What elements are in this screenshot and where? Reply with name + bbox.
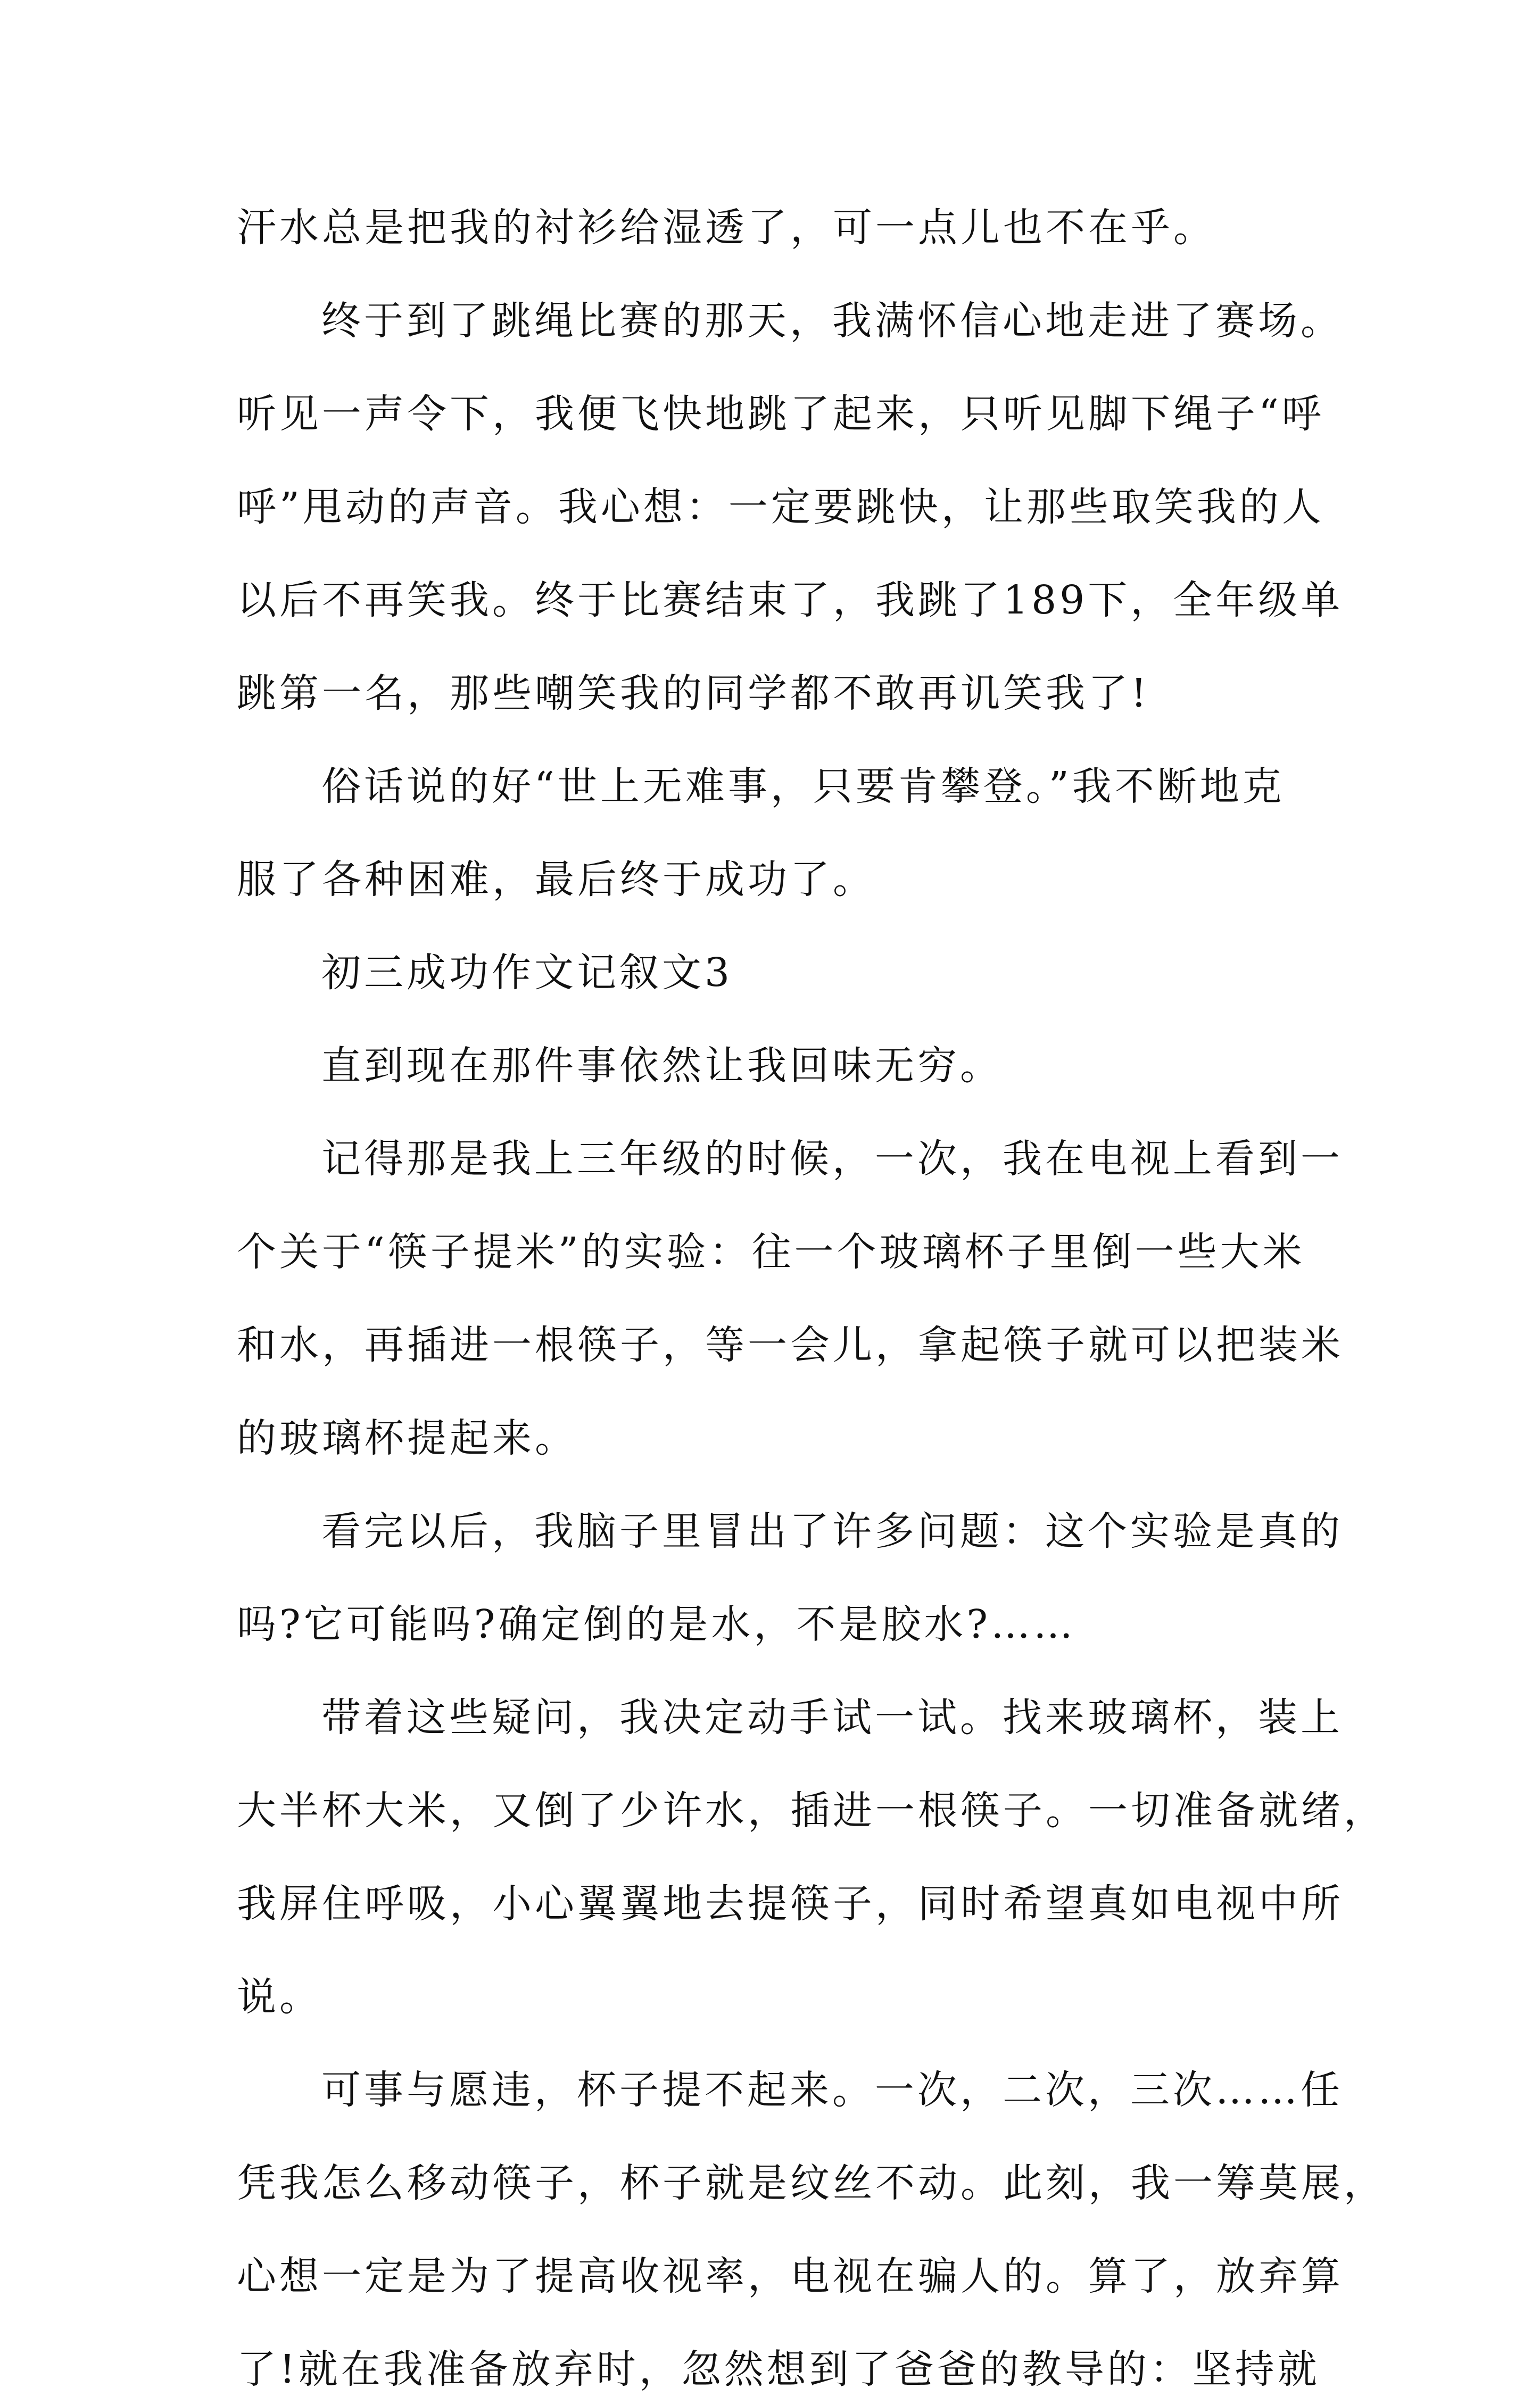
text-line: 的玻璃杯提起来。: [237, 1415, 577, 1461]
section-heading: 初三成功作文记叙文3: [321, 950, 733, 996]
text-line: 直到现在那件事依然让我回味无穷。: [321, 1043, 1003, 1089]
text-line: 俗话说的好“世上无难事，只要肯攀登。”我不断地克: [321, 764, 1285, 809]
text-line: 吗?它可能吗?确定倒的是水，不是胶水?……: [237, 1602, 1077, 1647]
text-line: 跳第一名，那些嘲笑我的同学都不敢再讥笑我了!: [237, 670, 1150, 716]
text-line: 了!就在我准备放弃时，忽然想到了爸爸的教导的：坚持就: [237, 2347, 1320, 2392]
text-line: 凭我怎么移动筷子，杯子就是纹丝不动。此刻，我一筹莫展，: [237, 2160, 1386, 2206]
text-line: 说。: [237, 1974, 322, 2020]
text-line: 个关于“筷子提米”的实验：往一个玻璃杯子里倒一些大米: [237, 1229, 1305, 1275]
text-line: 呼”甩动的声音。我心想：一定要跳快，让那些取笑我的人: [237, 484, 1324, 530]
text-line: 和水，再插进一根筷子，等一会儿，拿起筷子就可以把装米: [237, 1322, 1344, 1368]
text-line: 终于到了跳绳比赛的那天，我满怀信心地走进了赛场。: [321, 298, 1343, 344]
text-line: 心想一定是为了提高收视率，电视在骗人的。算了，放弃算: [237, 2253, 1344, 2299]
text-line: 记得那是我上三年级的时候，一次，我在电视上看到一: [321, 1136, 1343, 1182]
text-line: 可事与愿违，杯子提不起来。一次，二次，三次……任: [321, 2067, 1343, 2113]
text-line: 听见一声令下，我便飞快地跳了起来，只听见脚下绳子“呼: [237, 391, 1324, 437]
text-line: 汗水总是把我的衬衫给湿透了，可一点儿也不在乎。: [237, 205, 1216, 251]
text-line: 服了各种困难，最后终于成功了。: [237, 857, 875, 902]
text-line: 大半杯大米，又倒了少许水，插进一根筷子。一切准备就绪，: [237, 1788, 1386, 1834]
text-line: 以后不再笑我。终于比赛结束了，我跳了189下，全年级单: [237, 577, 1344, 623]
text-line: 带着这些疑问，我决定动手试一试。找来玻璃杯，装上: [321, 1695, 1343, 1740]
text-line: 看完以后，我脑子里冒出了许多问题：这个实验是真的: [321, 1508, 1343, 1554]
text-line: 我屏住呼吸，小心翼翼地去提筷子，同时希望真如电视中所: [237, 1881, 1344, 1927]
